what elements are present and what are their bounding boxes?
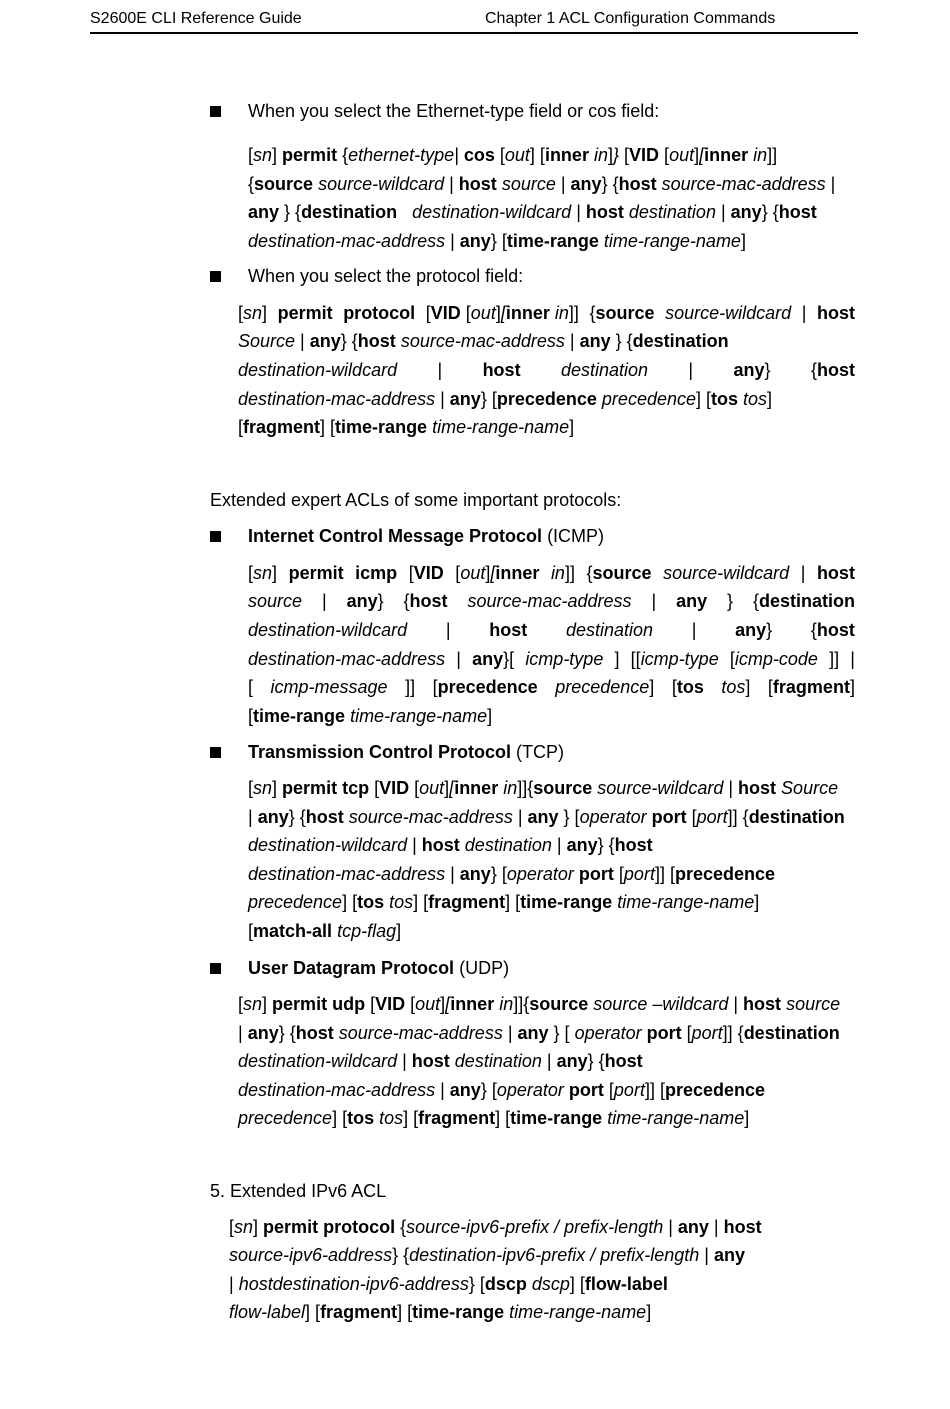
bullet-ethertype-text: When you select the Ethernet-type field or cos field: <box>248 101 660 121</box>
udp-heading: User Datagram Protocol (UDP) <box>248 958 510 978</box>
chapter-title: Chapter 1 ACL Configuration Commands <box>485 10 776 27</box>
tcp-heading: Transmission Control Protocol (TCP) <box>248 742 565 762</box>
extended-intro: Extended expert ACLs of some important protocols: <box>210 490 622 510</box>
ipv6-heading: 5. Extended IPv6 ACL <box>210 1181 387 1201</box>
bullet-protocol-text: When you select the protocol field: <box>248 266 524 286</box>
black-square-bullet-icon <box>210 271 221 282</box>
guide-title: S2600E CLI Reference Guide <box>90 10 302 27</box>
black-square-bullet-icon <box>210 106 221 117</box>
black-square-bullet-icon <box>210 747 221 758</box>
icmp-heading: Internet Control Message Protocol (ICMP) <box>248 526 605 546</box>
page-header <box>90 8 858 34</box>
black-square-bullet-icon <box>210 531 221 542</box>
black-square-bullet-icon <box>210 963 221 974</box>
